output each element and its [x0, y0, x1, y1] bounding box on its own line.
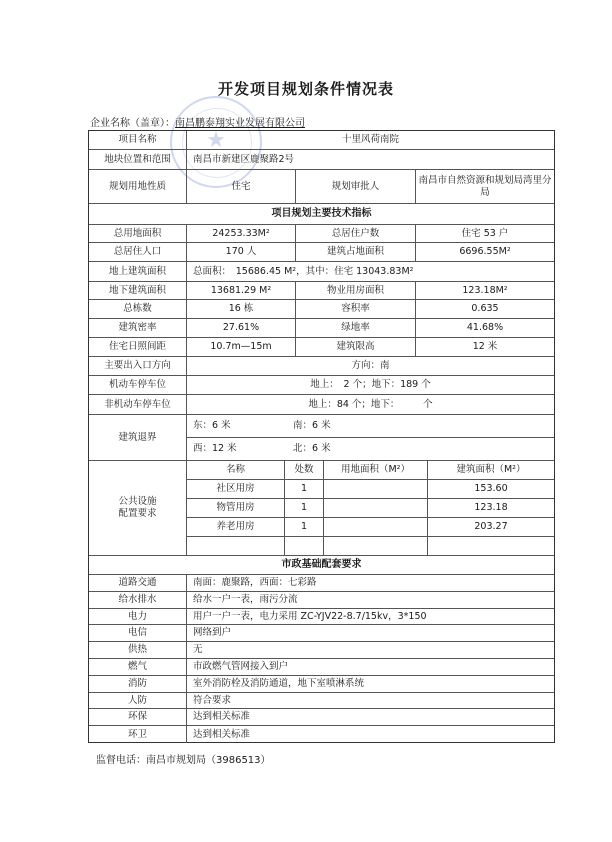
value-land-use: 住宅 — [187, 170, 296, 204]
value-location: 南昌市新建区鹿聚路2号 — [187, 150, 554, 170]
facility-header-name: 名称 — [187, 461, 285, 480]
label-municipal-item: 道路交通 — [89, 575, 187, 592]
value-building-count: 16 栋 — [187, 300, 296, 319]
facility-count — [285, 537, 324, 556]
label-height-limit: 建筑限高 — [296, 338, 416, 357]
facility-name: 养老用房 — [187, 518, 285, 537]
facility-land-area — [324, 480, 428, 499]
value-population: 170 人 — [187, 243, 296, 262]
facility-name — [187, 537, 285, 556]
setback-north: 北：6 米 — [287, 438, 554, 461]
value-households: 住宅 53 户 — [416, 225, 554, 243]
value-municipal-item: 给水一户一表，雨污分流 — [187, 592, 554, 609]
value-green-rate: 41.68% — [416, 319, 554, 338]
facility-land-area — [324, 537, 428, 556]
value-municipal-item: 室外消防栓及消防通道，地下室喷淋系统 — [187, 676, 554, 693]
company-label: 企业名称（盖章）： — [90, 118, 175, 129]
label-green-rate: 绿地率 — [296, 319, 416, 338]
label-project-name: 项目名称 — [89, 131, 187, 150]
value-municipal-item: 达到相关标准 — [187, 709, 554, 726]
value-above-ground-area: 总面积： 15686.45 M²，其中：住宅 13043.83M² — [187, 262, 554, 282]
supervision-phone: 监督电话：南昌市规划局（3986513） — [96, 755, 271, 766]
facility-count: 1 — [285, 499, 324, 518]
label-building-count: 总栋数 — [89, 300, 187, 319]
label-municipal-item: 给水排水 — [89, 592, 187, 609]
setback-south: 南：6 米 — [287, 415, 554, 438]
company-line — [90, 114, 305, 129]
value-entrance: 方向：南 — [187, 357, 554, 376]
label-footprint: 建筑占地面积 — [296, 243, 416, 262]
conditions-table — [88, 130, 555, 743]
value-density: 27.61% — [187, 319, 296, 338]
value-project-name: 十里风荷南院 — [187, 131, 554, 150]
value-nonmotor-parking: 地上：84 个；地下： 个 — [187, 395, 554, 415]
facility-land-area — [324, 518, 428, 537]
label-municipal-item: 燃气 — [89, 659, 187, 676]
setback-west: 西：12 米 — [187, 438, 287, 461]
section-municipal: 市政基础配套要求 — [89, 556, 554, 575]
value-municipal-item: 达到相关标准 — [193, 728, 251, 740]
label-public-facilities — [89, 461, 187, 556]
facility-building-area: 203.27 — [428, 518, 554, 537]
facility-land-area — [324, 499, 428, 518]
value-floor-area-ratio: 0.635 — [416, 300, 554, 319]
label-municipal-item: 环卫 — [89, 726, 187, 743]
facility-header-count: 处数 — [285, 461, 324, 480]
label-public-facilities-line1: 公共设施 — [118, 496, 157, 508]
label-municipal-item: 消防 — [89, 676, 187, 693]
label-above-ground-area: 地上建筑面积 — [89, 262, 187, 282]
label-floor-area-ratio: 容积率 — [296, 300, 416, 319]
label-property-area: 物业用房面积 — [296, 282, 416, 300]
value-municipal-item: 符合要求 — [187, 693, 554, 710]
value-municipal-item: 市政燃气管网接入到户 — [187, 659, 554, 676]
facility-name: 物管用房 — [187, 499, 285, 518]
facility-name: 社区用房 — [187, 480, 285, 499]
label-setback: 建筑退界 — [89, 415, 187, 461]
label-location: 地块位置和范围 — [89, 150, 187, 170]
facility-count: 1 — [285, 480, 324, 499]
label-population: 总居住人口 — [89, 243, 187, 262]
label-sunlight-spacing: 住宅日照间距 — [89, 338, 187, 357]
value-land-area: 24253.33M² — [187, 225, 296, 243]
label-households: 总居住户数 — [296, 225, 416, 243]
label-municipal-item: 环保 — [89, 709, 187, 726]
value-underground-area: 13681.29 M² — [187, 282, 296, 300]
label-municipal-item: 电信 — [89, 625, 187, 642]
label-entrance: 主要出入口方向 — [89, 357, 187, 376]
facility-building-area: 123.18 — [428, 499, 554, 518]
label-motor-parking: 机动车停车位 — [89, 376, 187, 395]
page-title: 开发项目规划条件情况表 — [217, 80, 394, 98]
label-public-facilities-line2: 配置要求 — [118, 508, 157, 519]
value-motor-parking: 地上： 2 个；地下：189 个 — [187, 376, 554, 395]
label-land-area: 总用地面积 — [89, 225, 187, 243]
value-sunlight-spacing: 10.7m—15m — [187, 338, 296, 357]
label-land-use: 规划用地性质 — [89, 170, 187, 204]
value-approver: 南昌市自然资源和规划局湾里分局 — [416, 170, 554, 204]
facility-count: 1 — [285, 518, 324, 537]
label-municipal-item: 供热 — [89, 642, 187, 659]
value-municipal-item: 用户一户一表，电力采用 ZC-YJV22-8.7/15kv，3*150 — [187, 609, 554, 626]
label-nonmotor-parking: 非机动车停车位 — [89, 395, 187, 415]
label-municipal-item: 人防 — [89, 693, 187, 710]
value-municipal-item: 网络到户 — [187, 625, 554, 642]
seal-star-icon: ★ — [206, 128, 226, 153]
label-density: 建筑密率 — [89, 319, 187, 338]
company-name: 南昌鹏泰翔实业发展有限公司 — [175, 118, 305, 129]
label-underground-area: 地下建筑面积 — [89, 282, 187, 300]
value-property-area: 123.18M² — [416, 282, 554, 300]
setback-east: 东：6 米 — [187, 415, 287, 438]
value-municipal-item: 南面：鹿聚路，西面：七彩路 — [187, 575, 554, 592]
facility-building-area: 153.60 — [428, 480, 554, 499]
label-approver: 规划审批人 — [296, 170, 416, 204]
value-height-limit: 12 米 — [416, 338, 554, 357]
facility-header-building-area: 建筑面积（M²） — [428, 461, 554, 480]
value-footprint: 6696.55M² — [416, 243, 554, 262]
section-technical-indicators: 项目规划主要技术指标 — [89, 204, 554, 225]
facility-header-land-area: 用地面积（M²） — [324, 461, 428, 480]
value-municipal-item: 无 — [187, 642, 554, 659]
label-municipal-item: 电力 — [89, 609, 187, 626]
facility-building-area — [428, 537, 554, 556]
